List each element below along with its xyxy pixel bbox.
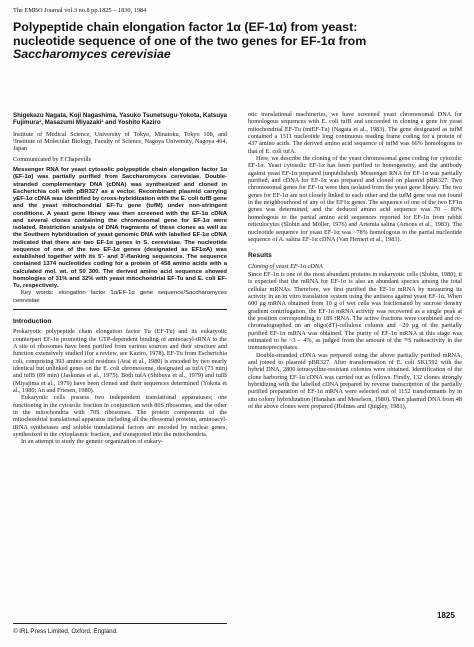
copyright: © IRL Press Limited, Oxford, England. (13, 628, 118, 635)
intro-heading: Introduction (13, 317, 52, 325)
results-heading: Results (248, 252, 272, 260)
communicated-by: Communicated by F.Chapeville (13, 155, 92, 163)
section-rule (13, 309, 227, 310)
affiliation: Institute of Medical Science, University of Tokyo, Minatoku, Tokyo 108, and ¹Institute of Molecular Biology, Faculty of Science, Nagoya University, Nagoya 464, Japan (13, 130, 227, 153)
results-subheading: Cloning of yeast EF-1α cDNA (248, 262, 323, 270)
keywords: Key words: elongation factor 1α/EF-1α gene sequence/Saccharomyces cerevisiae (13, 290, 227, 304)
results-paragraph-1: Since EF-1α is one of the most abundant proteins in eukaryotic cells (Slobin, 1980), it is expected that the mRNA for EF-1α is also an abundant species among the total cellular mRNAs. Therefore, we first purified the EF-1α mRNA by measuring its activity in an in vitro translation system using the antisera against yeast EF-1α. When 600 μg mRNA obtained from 10 g of wet cells was fractionated by sucrose density gradient centrifugation, the EF-1α mRNA activity was recovered as a single peak at the position corresponding to 18S rRNA. The active fractions were combined and re-chromatographed on an oligo(dT)-cellulose column and ~20 μg of the partially purified EF-1α mRNA was obtained. The purity of EF-1α mRNA at this stage was estimated to be ~3 – 4%, as judged from the amount of the ³⁵S radioactivity in the immunoprecipitates. (248, 270, 462, 352)
left-column (13, 100, 227, 446)
right-column (248, 111, 462, 410)
intro-paragraph-2: Eukaryotic cells possess two independent translational apparatuses; one functioning in the cytosolic fraction in conjunction with 80S ribosomes, and the other in the mitochondria with 70S ribosomes. The protein components of the mitochondrial translational apparatus including all the ribosomal proteins, aminoacyl-tRNA synthetases and soluble translational factors are encoded by nuclear genes, synthesized in the cytoplasmic fraction, and transported into the mitochondria. (13, 394, 227, 438)
authors: Shigekazu Nagata, Koji Nagashima, Yasuko Tsunetsugu-Yokota, Katsuya Fujimura¹, Masazumi Miyazaki¹ and Yoshito Kaziro (13, 112, 227, 127)
journal-header: The EMBO Journal vol.3 no.8 pp.1825 – 1830, 1984 (13, 7, 147, 14)
footer-rule (13, 623, 227, 624)
abstract: Messenger RNA for yeast cytosolic polypeptide chain elongation factor 1α (EF-1α) was partially purified from Saccharomyces cerevisiae. Double-stranded complementary DNA (cDNA) was synthesized and cloned in Escherichia coli with pBR327 as a vector. Recombinant plasmid carrying yEF-1α cDNA was identified by cross-hybridization with the E. coli tufB gene and the yeast mitochondrial EF-Tu gene (tufM) under non-stringent conditions. A yeast gene library was then screened with the EF-1α cDNA and several clones containing the chromosomal gene for EF-1α were isolated. Restriction analysis of DNA fragments of these clones as well as the Southern hybridization of yeast genomic DNA with labelled EF-1α cDNA indicated that there are two EF-1α genes in S. cerevisiae. The nucleotide sequence of one of the two EF-1α genes (designated as EF1αA) was established together with its 5′- and 3′-flanking sequences. The sequence contained 1374 nucleotides coding for a protein of 458 amino acids with a calculated mol. wt. of 50 300. The derived amino acid sequence showed homologies of 31% and 32% with yeast mitochondrial EF-Tu and E. coli EF-Tu, respectively. (13, 167, 227, 290)
right-paragraph-1: otic translational machineries, we have screened yeast chromosomal DNA for homologous sequences with E. coli tufB and succeeded in cloning a gene for yeast mitochondrial EF-Tu (mtEF-Tu) (Nagata et al., 1983). The gene designated as tufM contained a 1311 nucleotide long continuous reading frame coding for a protein of 437 amino acids. The derived amino acid sequence of tufM was 66% homologous to that of E. coli tufA. (248, 111, 462, 155)
intro-paragraph-3: In an attempt to study the genetic organization of eukary- (21, 438, 163, 446)
page-number: 1825 (437, 611, 455, 620)
intro-paragraph-1: Prokaryotic polypeptide chain elongation factor Tu (EF-Tu) and its eukaryotic counterpart EF-1α promoting the GTP-dependent binding of aminoacyl-tRNA to the A site of ribosomes have been purified from various sources and their structure and function extensively studied (for a review, see Kaziro, 1978). EF-Tu from Escherichia coli, comprising 393 amino acid residues (Arai et al., 1980) is encoded by two nearly identical but unlinked genes on the E. coli chromosome, designated as tufA (73 min) and tufB (89 min) (Jaskunas et al., 1975). Both tufA (Shibuya et al., 1979) and tufB (Miyajima et al., 1979) have been cloned and their sequences determined (Yokota et al., 1980; An and Friesen, 1980). (13, 328, 227, 394)
right-paragraph-2: Here, we describe the cloning of the yeast chromosomal gene coding for cytosolic EF-1α. Yeast cytosolic EF-1α has been purified to homogeneity, and the antibody against yeast EF-1α prepared (unpublished). Messenger RNA for EF-1α was partially purified, and cDNA for EF-1α was prepared and cloned on plasmid pBR327. Two chromosomal genes for EF-1α were then isolated from the yeast gene library. The two genes for EF-1α are not closely linked to each other and the tufM gene was not found in the neighbourhood of any of the EF1α genes. The sequence of one of the two EF1α genes was determined, and the deduced amino acid sequence was 70 – 80% homologous to the partial amino acid sequences reported for EF-1α from rabbit reticulocytes (Slobin and Möller, 1976) and Artemia salina (Amons et al., 1983). The nucleotide sequence for yeast EF-1α was ~78% homologous to the partial nucleotide sequence of A. salina EF-1α cDNA (Van Hemert et al., 1983). (248, 155, 462, 243)
title-line-1: Polypeptide chain elongation factor 1α (EF-1α) from yeast: (13, 20, 358, 34)
results-paragraph-2: Double-stranded cDNA was prepared using the above partially purified mRNA, and joined to plasmid pBR327. After transformation of E. coli SK1592 with the hybrid DNA, 2800 tetracycline-resistant colonies were obtained. Identification of the clone harboring EF-1α cDNA was carried out as follows. Firstly, 132 clones strongly hybridizing with the labelled cDNA prepared by reverse transcription of the partially purified preparation of EF-1α mRNA were selected out of 1152 transformants by in situ colony hybridization (Hanahan and Meselson, 1980). Then plasmid DNA from 48 of the above clones were prepared (Holmes and Quigley, 1981), (248, 351, 462, 411)
article-title (13, 21, 463, 62)
title-line-2: nucleotide sequence of one of the two genes for EF-1α from (13, 33, 367, 48)
title-line-3: Saccharomyces cerevisiae (13, 47, 171, 62)
